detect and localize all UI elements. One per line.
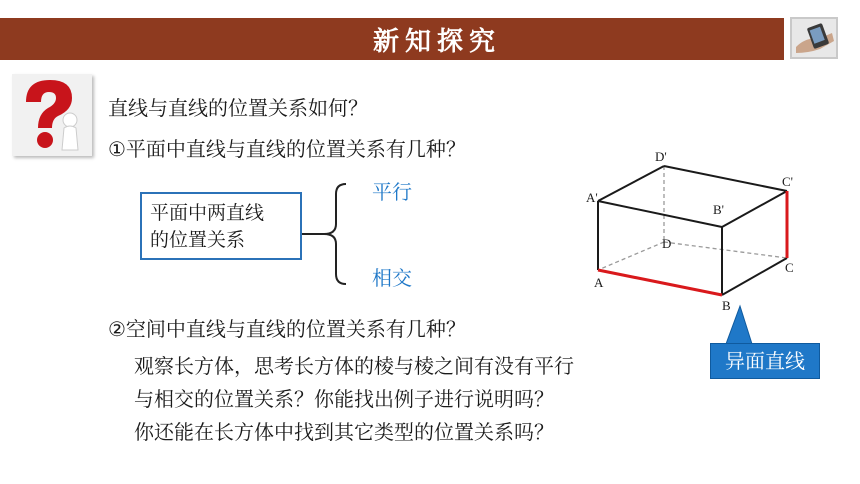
vertex-D-label: D xyxy=(662,236,672,251)
vertex-A1-label: A' xyxy=(586,190,598,205)
paragraph-line-2: 与相交的位置关系？你能找出例子进行说明吗？ xyxy=(134,387,554,411)
question-2: ②空间中直线与直线的位置关系有几种？ xyxy=(108,317,466,341)
vertex-C1-label: C' xyxy=(782,174,794,189)
curly-brace xyxy=(324,184,346,284)
question-1: ①平面中直线与直线的位置关系有几种？ xyxy=(108,137,466,161)
paragraph-line-1: 观察长方体，思考长方体的棱与棱之间有没有平行 xyxy=(134,354,574,378)
cuboid-hidden-edges xyxy=(598,166,787,270)
parallel-label: 平行 xyxy=(372,180,412,204)
main-question: 直线与直线的位置关系如何？ xyxy=(108,96,368,120)
box-line-2: 的位置关系 xyxy=(150,229,246,251)
vertex-B-label: B xyxy=(722,298,731,313)
page-title: 新知探究 xyxy=(372,26,501,57)
paragraph-line-3: 你还能在长方体中找到其它类型的位置关系吗？ xyxy=(134,420,554,444)
intersect-label: 相交 xyxy=(372,266,412,290)
vertex-D1-label: D' xyxy=(655,149,667,164)
skew-lines-callout: 异面直线 xyxy=(710,343,820,379)
vertex-A-label: A xyxy=(594,275,604,290)
box-line-1: 平面中两直线 xyxy=(150,202,265,224)
vertex-C-label: C xyxy=(785,260,794,275)
vertex-B1-label: B' xyxy=(713,202,725,217)
edge-AB-red xyxy=(598,270,722,295)
